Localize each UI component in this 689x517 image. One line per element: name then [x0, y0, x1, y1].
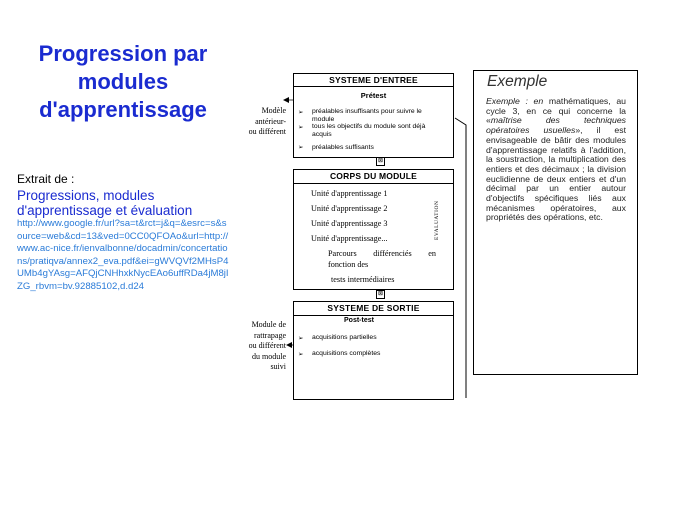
bullet-icon: ➢ [298, 351, 304, 358]
corps-module-box [293, 169, 454, 290]
left-label-top-line: ou différent [248, 127, 286, 136]
left-label-bottom-line: ou différent [248, 341, 286, 350]
systeme-sortie-header: SYSTEME DE SORTIE [294, 302, 453, 316]
bullet-icon: ➢ [298, 124, 304, 131]
left-label-bottom-line: du module [252, 351, 286, 361]
left-label-bottom-line: rattrapage [254, 330, 286, 340]
left-label-bottom [236, 320, 286, 373]
left-label-bottom-line: suivi [270, 362, 286, 371]
entree-item-3: préalables suffisants [312, 144, 374, 151]
unit-2: Unité d'apprentissage 2 [311, 204, 388, 213]
parcours-line-3: tests intermédiaires [331, 275, 395, 284]
sortie-item-2: acquisitions complètes [312, 350, 381, 357]
corps-module-header: CORPS DU MODULE [294, 170, 453, 184]
unit-3: Unité d'apprentissage 3 [311, 219, 388, 228]
systeme-sortie-box [293, 301, 454, 400]
sortie-item-1: acquisitions partielles [312, 334, 377, 341]
pretest-label: Prétest [360, 91, 387, 100]
unit-4: Unité d'apprentissage... [311, 234, 388, 243]
parcours-line-1: Parcours différenciés en [328, 249, 436, 258]
systeme-entree-box [293, 73, 454, 158]
extrait-label: Extrait de : [17, 172, 75, 186]
entree-item-1: préalables insuffisants pour suivre le module [312, 108, 422, 123]
left-label-bottom-line: Module de [251, 320, 286, 329]
parcours-line-2: fonction des [328, 260, 369, 269]
title-line-3: d'apprentissage [39, 97, 207, 122]
systeme-entree-header: SYSTEME D'ENTREE [294, 74, 453, 87]
entree-item-2: tous les objectifs du module sont déjà acquis [312, 123, 426, 138]
bullet-icon: ➢ [298, 335, 304, 342]
exemple-text-part-2: », il est envisageable de bâtir des modules d'apprentissage relatifs à l'addition, la soustraction, la multiplication des entiers et des décimaux ; la division euclidienne de deux entiers et d'un décimal par un entier autour d'objectifs spécifiques liés aux mécanismes opératoires, aux propriétés des opérations, etc. [486, 125, 626, 223]
exemple-text-italic: maîtrise des techniques opératoires usuelles [486, 115, 626, 136]
connector-icon: ⊠ [377, 158, 384, 164]
source-url-link[interactable]: http://www.google.fr/url?sa=t&rct=j&q=&esrc=s&source=web&cd=13&ved=0CC0QFOAo&url=http://www.ac-nice.fr/ienvalbonne/docadmin/concertations/pratiqva/annex2_eva.pdf&ei=gWVQVf2MHsP4UMb4gYAsg=AFQjCNHhxkNycEAo6uffRDa4jM8jIZG_rbvm=bv.92885102,d.d24 [17, 218, 229, 292]
source-title: Progressions, modules d'apprentissage et évaluation [17, 188, 193, 218]
exemple-lead: Exemple : en [486, 96, 544, 106]
title-line-2: modules [77, 69, 169, 94]
posttest-label: Post-test [344, 317, 374, 324]
evaluation-label: EVALUATION [434, 200, 440, 240]
title-line-1: Progression par [38, 41, 208, 66]
right-flow-line [455, 118, 466, 398]
bullet-icon: ➢ [298, 109, 304, 116]
exemple-text-part-1: mathématiques, au cycle 3, en ce qui concerne la « [486, 96, 626, 126]
connector-icon: ⊠ [377, 291, 384, 297]
left-label-top-line: Modèle [261, 106, 286, 115]
exemple-text [486, 97, 626, 223]
exemple-title: Exemple [487, 73, 548, 90]
bullet-icon: ➢ [298, 144, 304, 151]
left-label-top-line: antérieur- [255, 116, 286, 126]
unit-1: Unité d'apprentissage 1 [311, 189, 388, 198]
left-label-top [240, 106, 286, 138]
